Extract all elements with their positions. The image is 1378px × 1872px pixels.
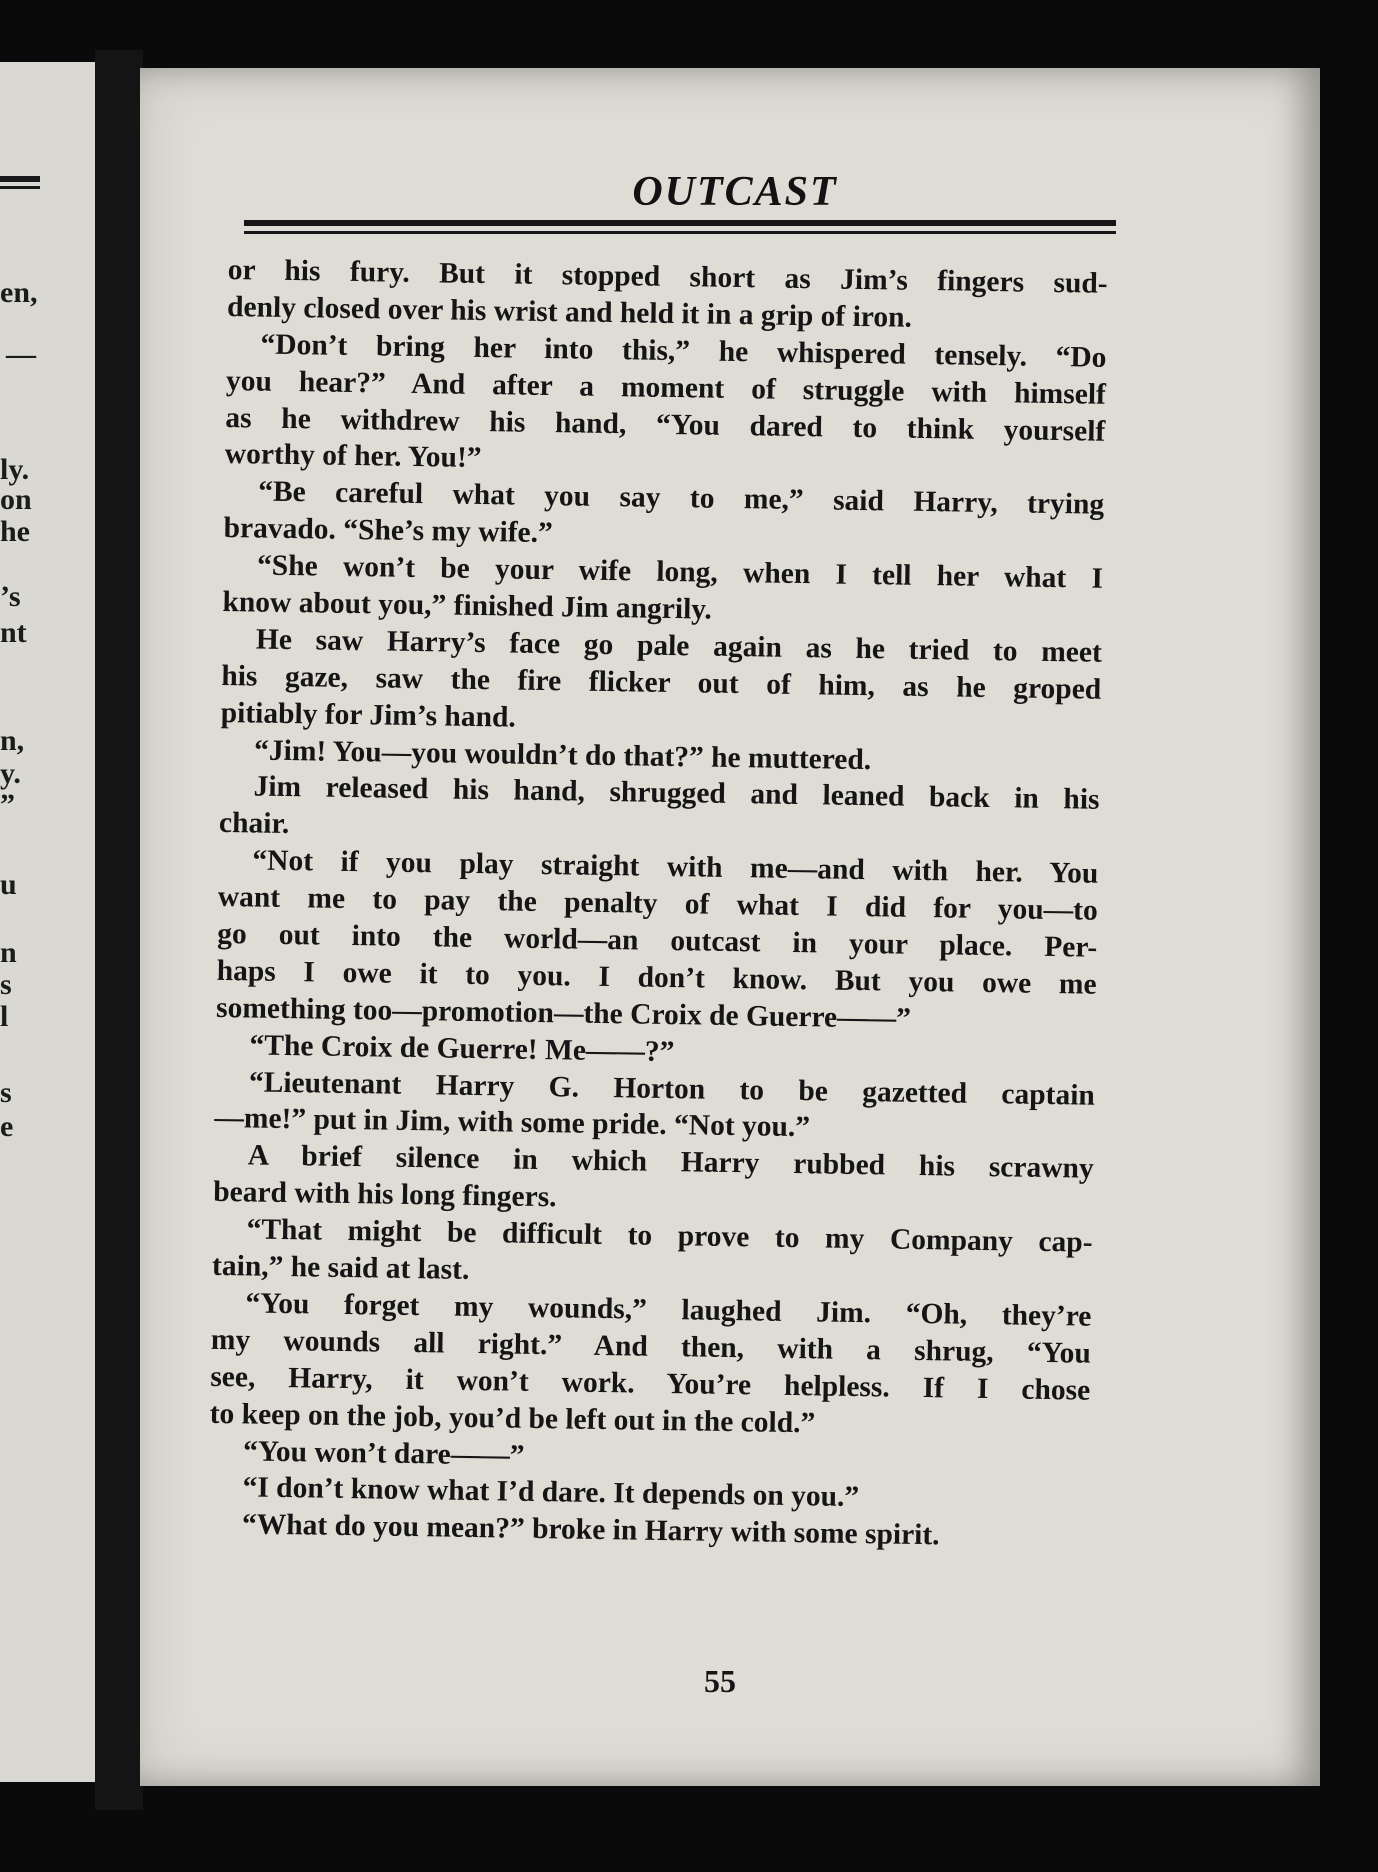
left-page-fragment: s xyxy=(0,968,12,1001)
page-number: 55 xyxy=(704,1663,736,1699)
text-line: my wounds all right.” And then, with a shrug, “You xyxy=(210,1323,1092,1370)
right-page xyxy=(140,68,1320,1786)
left-page-fragment: — xyxy=(6,338,36,371)
text-line: “You forget my wounds,” laughed Jim. “Oh, they’re xyxy=(245,1287,1092,1333)
text-line: “Lieutenant Harry G. Horton to be gazetted captain xyxy=(248,1066,1096,1112)
text-line: “Jim! You—you wouldn’t do that?” he muttered. xyxy=(253,734,872,776)
left-page-fragment: n xyxy=(0,936,17,969)
text-line: tain,” he said at last. xyxy=(211,1249,470,1286)
text-line: “That might be difficult to prove to my Company cap- xyxy=(246,1213,1093,1259)
header-rule-thick xyxy=(244,220,1116,226)
header-rule-thin xyxy=(244,231,1116,234)
text-line: “She won’t be your wife long, when I tell her what I xyxy=(256,549,1104,595)
running-head: OUTCAST xyxy=(632,169,838,215)
left-page-fragment: nt xyxy=(0,616,27,649)
left-page-fragment: l xyxy=(0,1000,9,1033)
left-page-fragment: y. xyxy=(0,757,21,790)
text-line: “Be careful what you say to me,” said Harry, trying xyxy=(257,475,1105,522)
text-line: —me!” put in Jim, with some pride. “Not you.” xyxy=(214,1102,811,1144)
text-line: pitiably for Jim’s hand. xyxy=(220,696,517,734)
left-page-fragment: n, xyxy=(0,724,25,757)
text-line: worthy of her. You!” xyxy=(224,438,482,475)
left-page-fragment: he xyxy=(0,515,30,548)
text-line: He saw Harry’s face go pale again as he tried to meet xyxy=(255,623,1103,669)
text-line: know about you,” finished Jim angrily. xyxy=(222,585,713,626)
left-page-fragment: on xyxy=(0,483,32,516)
text-line: denly closed over his wrist and held it in a grip of iron. xyxy=(226,290,913,334)
text-line: bravado. “She’s my wife.” xyxy=(223,512,554,550)
left-page-fragment: ly. xyxy=(0,453,30,486)
left-page-fragment: en, xyxy=(0,276,38,309)
body-text xyxy=(208,252,1108,1557)
text-line: or his fury. But it stopped short as Jim’s fingers sud- xyxy=(227,253,1108,300)
text-line: as he withdrew his hand, “You dared to think yourself xyxy=(225,401,1106,448)
text-line: “Not if you play straight with me—and with her. You xyxy=(252,844,1099,890)
left-page-fragment: e xyxy=(0,1110,14,1143)
text-line: “Don’t bring her into this,” he whispered tensely. “Do xyxy=(260,328,1107,374)
text-line: chair. xyxy=(218,807,290,841)
text-line: “The Croix de Guerre! Me——?” xyxy=(249,1029,675,1068)
text-line: beard with his long fingers. xyxy=(212,1176,557,1214)
left-page-fragment: s xyxy=(0,1076,12,1109)
text-line: see, Harry, it won’t work. You’re helpless. If I chose xyxy=(210,1360,1091,1407)
left-facing-page xyxy=(0,62,95,1782)
left-page-fragment: ” xyxy=(0,788,15,821)
text-line: want me to pay the penalty of what I did for you—to xyxy=(217,881,1099,927)
text-line: go out into the world—an outcast in your place. Per- xyxy=(217,917,1098,964)
text-line: you hear?” And after a moment of struggle with himself xyxy=(225,364,1107,411)
left-page-header-rule xyxy=(0,186,40,189)
text-line: “What do you mean?” broke in Harry with some spirit. xyxy=(241,1508,940,1552)
text-line: “I don’t know what I’d dare. It depends on you.” xyxy=(242,1471,860,1514)
text-line: his gaze, saw the fire flicker out of him, as he groped xyxy=(221,659,1102,706)
left-page-fragment: ’s xyxy=(0,580,21,613)
text-line: Jim released his hand, shrugged and leaned back in his xyxy=(253,770,1100,817)
text-line: “You won’t dare——” xyxy=(242,1434,525,1472)
text-line: to keep on the job, you’d be left out in the cold.” xyxy=(209,1397,816,1439)
left-page-fragment: u xyxy=(0,868,17,901)
text-line: A brief silence in which Harry rubbed his scrawny xyxy=(247,1139,1094,1186)
left-page-header-rule xyxy=(0,176,40,182)
text-line: something too—promotion—the Croix de Guerre——” xyxy=(215,991,912,1035)
book-gutter xyxy=(95,50,143,1810)
text-line: haps I owe it to you. I don’t know. But you owe me xyxy=(216,954,1097,1001)
